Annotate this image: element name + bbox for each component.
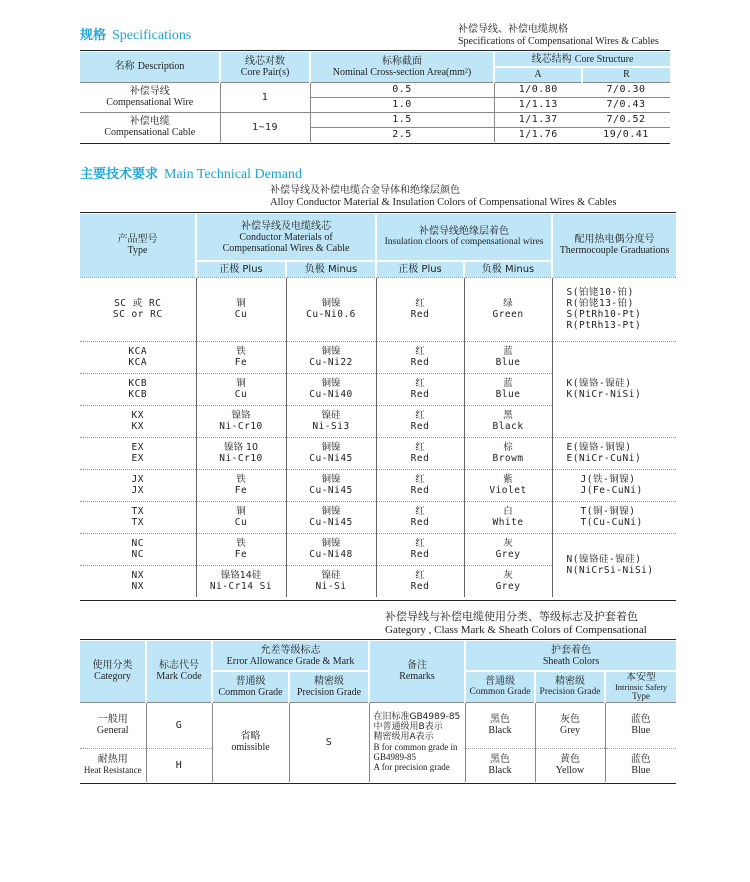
usage-header-precision: 精密级 Precision Grade — [289, 671, 369, 702]
tech-row-ins-plus: 红 Red — [376, 533, 464, 565]
spec-table — [80, 52, 670, 142]
tech-header-type: 产品型号 Type — [80, 214, 196, 277]
tech-row-ins-plus: 红 Red — [376, 277, 464, 341]
usage-header-mark: 标志代号 Mark Code — [146, 641, 212, 702]
tech-header-insulation: 补偿导线绝缘层着色 Insulation cloors of compensational wires — [376, 214, 552, 261]
usage-remarks: 在旧标准GB4989-85 中普通级用B表示 精密级用A表示 B for common grade in GB4989-85 A for precision grade — [369, 702, 465, 782]
usage-header-sheath-common: 普通级 Common Grade — [465, 671, 535, 702]
tech-title-en: Main Technical Demand — [164, 167, 302, 182]
tech-row-ins-plus: 红 Red — [376, 469, 464, 501]
usage-row-code: H — [146, 748, 212, 782]
tech-row-minus: 铜镍 Cu-Ni48 — [286, 533, 376, 565]
usage-common-omit: 省略 omissible — [212, 702, 289, 782]
usage-header-safety: 本安型 Intrinsic Safety Type — [605, 671, 676, 702]
tech-grad-e: E(镍铬-铜镍) E(NiCr-CuNi) — [552, 437, 676, 469]
tech-grad-s-r: S(铂铑10-铂) R(铂铑13-铂) S(PtRh10-Pt) R(PtRh13-Pt) — [552, 277, 676, 341]
spec-bottom-rule — [80, 143, 670, 144]
spec-header-a: A — [494, 67, 582, 82]
spec-header-structure: 线芯结构 Core Structure — [494, 52, 670, 67]
tech-row-minus: 铜镍 Cu-Ni45 — [286, 501, 376, 533]
tech-row-plus: 镍铬 10 Ni-Cr10 — [196, 437, 286, 469]
tech-row-plus: 铜 Cu — [196, 501, 286, 533]
tech-row-plus: 铁 Fe — [196, 341, 286, 373]
usage-precision-code: S — [289, 702, 369, 782]
usage-header-sheath: 护套着色 Sheath Colors — [465, 641, 676, 671]
spec-cell-area: 2.5 — [310, 127, 494, 142]
usage-sheath-common: 黑色 Black — [465, 702, 535, 748]
spec-cell-r: 7/0.43 — [582, 97, 670, 112]
usage-header-remarks: 备注 Remarks — [369, 641, 465, 702]
spec-cell-area: 0.5 — [310, 82, 494, 97]
spec-cell-r: 7/0.30 — [582, 82, 670, 97]
tech-row-minus: 镍硅 Ni-Si3 — [286, 405, 376, 437]
tech-header-conductor: 补偿导线及电缆线芯 Conductor Materials of Compensational Wires & Cable — [196, 214, 376, 261]
spec-cell-area: 1.5 — [310, 112, 494, 127]
tech-row-type: KX KX — [80, 405, 196, 437]
tech-row-type: KCB KCB — [80, 373, 196, 405]
tech-bottom-rule — [80, 600, 676, 601]
usage-header-common: 普通级 Common Grade — [212, 671, 289, 702]
tech-grad-j: J(铁-铜镍) J(Fe-CuNi) — [552, 469, 676, 501]
spec-cell-area: 1.0 — [310, 97, 494, 112]
tech-row-type: JX JX — [80, 469, 196, 501]
tech-row-type: NX NX — [80, 565, 196, 597]
tech-row-plus: 铜 Cu — [196, 277, 286, 341]
spec-caption-zh: 补偿导线、补偿电缆规格 — [458, 24, 568, 35]
tech-top-rule — [80, 212, 676, 213]
tech-row-ins-plus: 红 Red — [376, 405, 464, 437]
spec-section-title — [80, 24, 191, 44]
spec-cell-a: 1/0.80 — [494, 82, 582, 97]
tech-caption-en: Alloy Conductor Material & Insulation Colors of Compensational Wires & Cables — [270, 197, 617, 208]
usage-row-category: 耐热用 Heat Resistance — [80, 748, 146, 782]
tech-row-ins-plus: 红 Red — [376, 437, 464, 469]
usage-sheath-common: 黑色 Black — [465, 748, 535, 782]
tech-row-ins-minus: 黑 Black — [464, 405, 552, 437]
tech-row-ins-minus: 白 White — [464, 501, 552, 533]
tech-table — [80, 214, 676, 597]
spec-cell-a: 1/1.13 — [494, 97, 582, 112]
spec-cell-r: 19/0.41 — [582, 127, 670, 142]
tech-row-ins-minus: 灰 Grey — [464, 533, 552, 565]
spec-header-area: 标称截面 Nominal Cross-section Area(mm²) — [310, 52, 494, 82]
usage-top-rule — [80, 639, 676, 640]
spec-cell-r: 7/0.52 — [582, 112, 670, 127]
tech-section-title — [80, 163, 302, 183]
usage-table — [80, 641, 676, 782]
tech-row-type: NC NC — [80, 533, 196, 565]
tech-row-ins-plus: 红 Red — [376, 341, 464, 373]
tech-row-plus: 镍铬 Ni-Cr10 — [196, 405, 286, 437]
spec-header-r: R — [582, 67, 670, 82]
usage-caption-zh: 补偿导线与补偿电缆使用分类、等级标志及护套着色 — [385, 610, 638, 623]
usage-header-sheath-precision: 精密级 Precision Grade — [535, 671, 605, 702]
usage-row-code: G — [146, 702, 212, 748]
usage-header-grade: 允差等级标志 Error Allowance Grade & Mark — [212, 641, 369, 671]
tech-row-minus: 铜镍 Cu-Ni45 — [286, 437, 376, 469]
usage-row-category: 一般用 General — [80, 702, 146, 748]
usage-sheath-safety: 蓝色 Blue — [605, 702, 676, 748]
tech-title-zh: 主要技术要求 — [80, 167, 159, 182]
spec-header-name: 名称 Description — [80, 52, 220, 82]
spec-row-cable-pairs: 1~19 — [220, 112, 310, 142]
tech-header-ins-plus: 正极 Plus — [376, 261, 464, 277]
spec-caption-en: Specifications of Compensational Wires & Cables — [458, 36, 659, 47]
usage-header-category: 使用分类 Category — [80, 641, 146, 702]
tech-row-minus: 铜镍 Cu-Ni40 — [286, 373, 376, 405]
spec-top-rule — [80, 50, 670, 51]
usage-sheath-safety: 蓝色 Blue — [605, 748, 676, 782]
tech-row-ins-plus: 红 Red — [376, 373, 464, 405]
spec-title-zh: 规格 — [80, 28, 107, 43]
tech-row-type: SC 或 RC SC or RC — [80, 277, 196, 341]
tech-header-plus: 正极 Plus — [196, 261, 286, 277]
spec-header-pairs: 线芯对数 Core Pair(s) — [220, 52, 310, 82]
tech-row-ins-minus: 灰 Grey — [464, 565, 552, 597]
tech-row-plus: 镍铬14硅 Ni-Cr14 Si — [196, 565, 286, 597]
tech-caption-zh: 补偿导线及补偿电缆合金导体和绝缘层颜色 — [270, 185, 460, 196]
tech-row-type: EX EX — [80, 437, 196, 469]
tech-row-ins-minus: 紫 Violet — [464, 469, 552, 501]
tech-grad-k: K(镍铬-镍硅) K(NiCr-NiSi) — [552, 341, 676, 437]
tech-row-ins-plus: 红 Red — [376, 565, 464, 597]
tech-row-minus: 镍硅 Ni-Si — [286, 565, 376, 597]
spec-row-wire-name: 补偿导线 Compensational Wire — [80, 82, 220, 112]
tech-row-minus: 铜镍 Cu-Ni45 — [286, 469, 376, 501]
tech-row-ins-minus: 绿 Green — [464, 277, 552, 341]
spec-cell-a: 1/1.37 — [494, 112, 582, 127]
spec-row-cable-name: 补偿电缆 Compensational Cable — [80, 112, 220, 142]
tech-row-plus: 铜 Cu — [196, 373, 286, 405]
tech-header-minus: 负极 Minus — [286, 261, 376, 277]
tech-row-ins-minus: 棕 Browm — [464, 437, 552, 469]
tech-row-ins-plus: 红 Red — [376, 501, 464, 533]
tech-row-type: TX TX — [80, 501, 196, 533]
tech-row-plus: 铁 Fe — [196, 469, 286, 501]
tech-row-plus: 铁 Fe — [196, 533, 286, 565]
tech-header-graduations: 配用热电偶分度号 Thermocouple Graduations — [552, 214, 676, 277]
tech-header-ins-minus: 负极 Minus — [464, 261, 552, 277]
usage-sheath-precision: 灰色 Grey — [535, 702, 605, 748]
tech-row-minus: 铜镍 Cu-Ni0.6 — [286, 277, 376, 341]
tech-row-ins-minus: 蓝 Blue — [464, 341, 552, 373]
tech-row-ins-minus: 蓝 Blue — [464, 373, 552, 405]
spec-cell-a: 1/1.76 — [494, 127, 582, 142]
usage-bottom-rule — [80, 783, 676, 784]
tech-row-minus: 铜镍 Cu-Ni22 — [286, 341, 376, 373]
tech-grad-t: T(铜-铜镍) T(Cu-CuNi) — [552, 501, 676, 533]
spec-row-wire-pairs: 1 — [220, 82, 310, 112]
spec-title-en: Specifications — [112, 28, 192, 43]
usage-sheath-precision: 黄色 Yellow — [535, 748, 605, 782]
tech-row-type: KCA KCA — [80, 341, 196, 373]
tech-grad-n: N(镍铬硅-镍硅) N(NiCrSi-NiSi) — [552, 533, 676, 597]
usage-caption-en: Gategory , Class Mark & Sheath Colors of Compensational — [385, 624, 647, 636]
